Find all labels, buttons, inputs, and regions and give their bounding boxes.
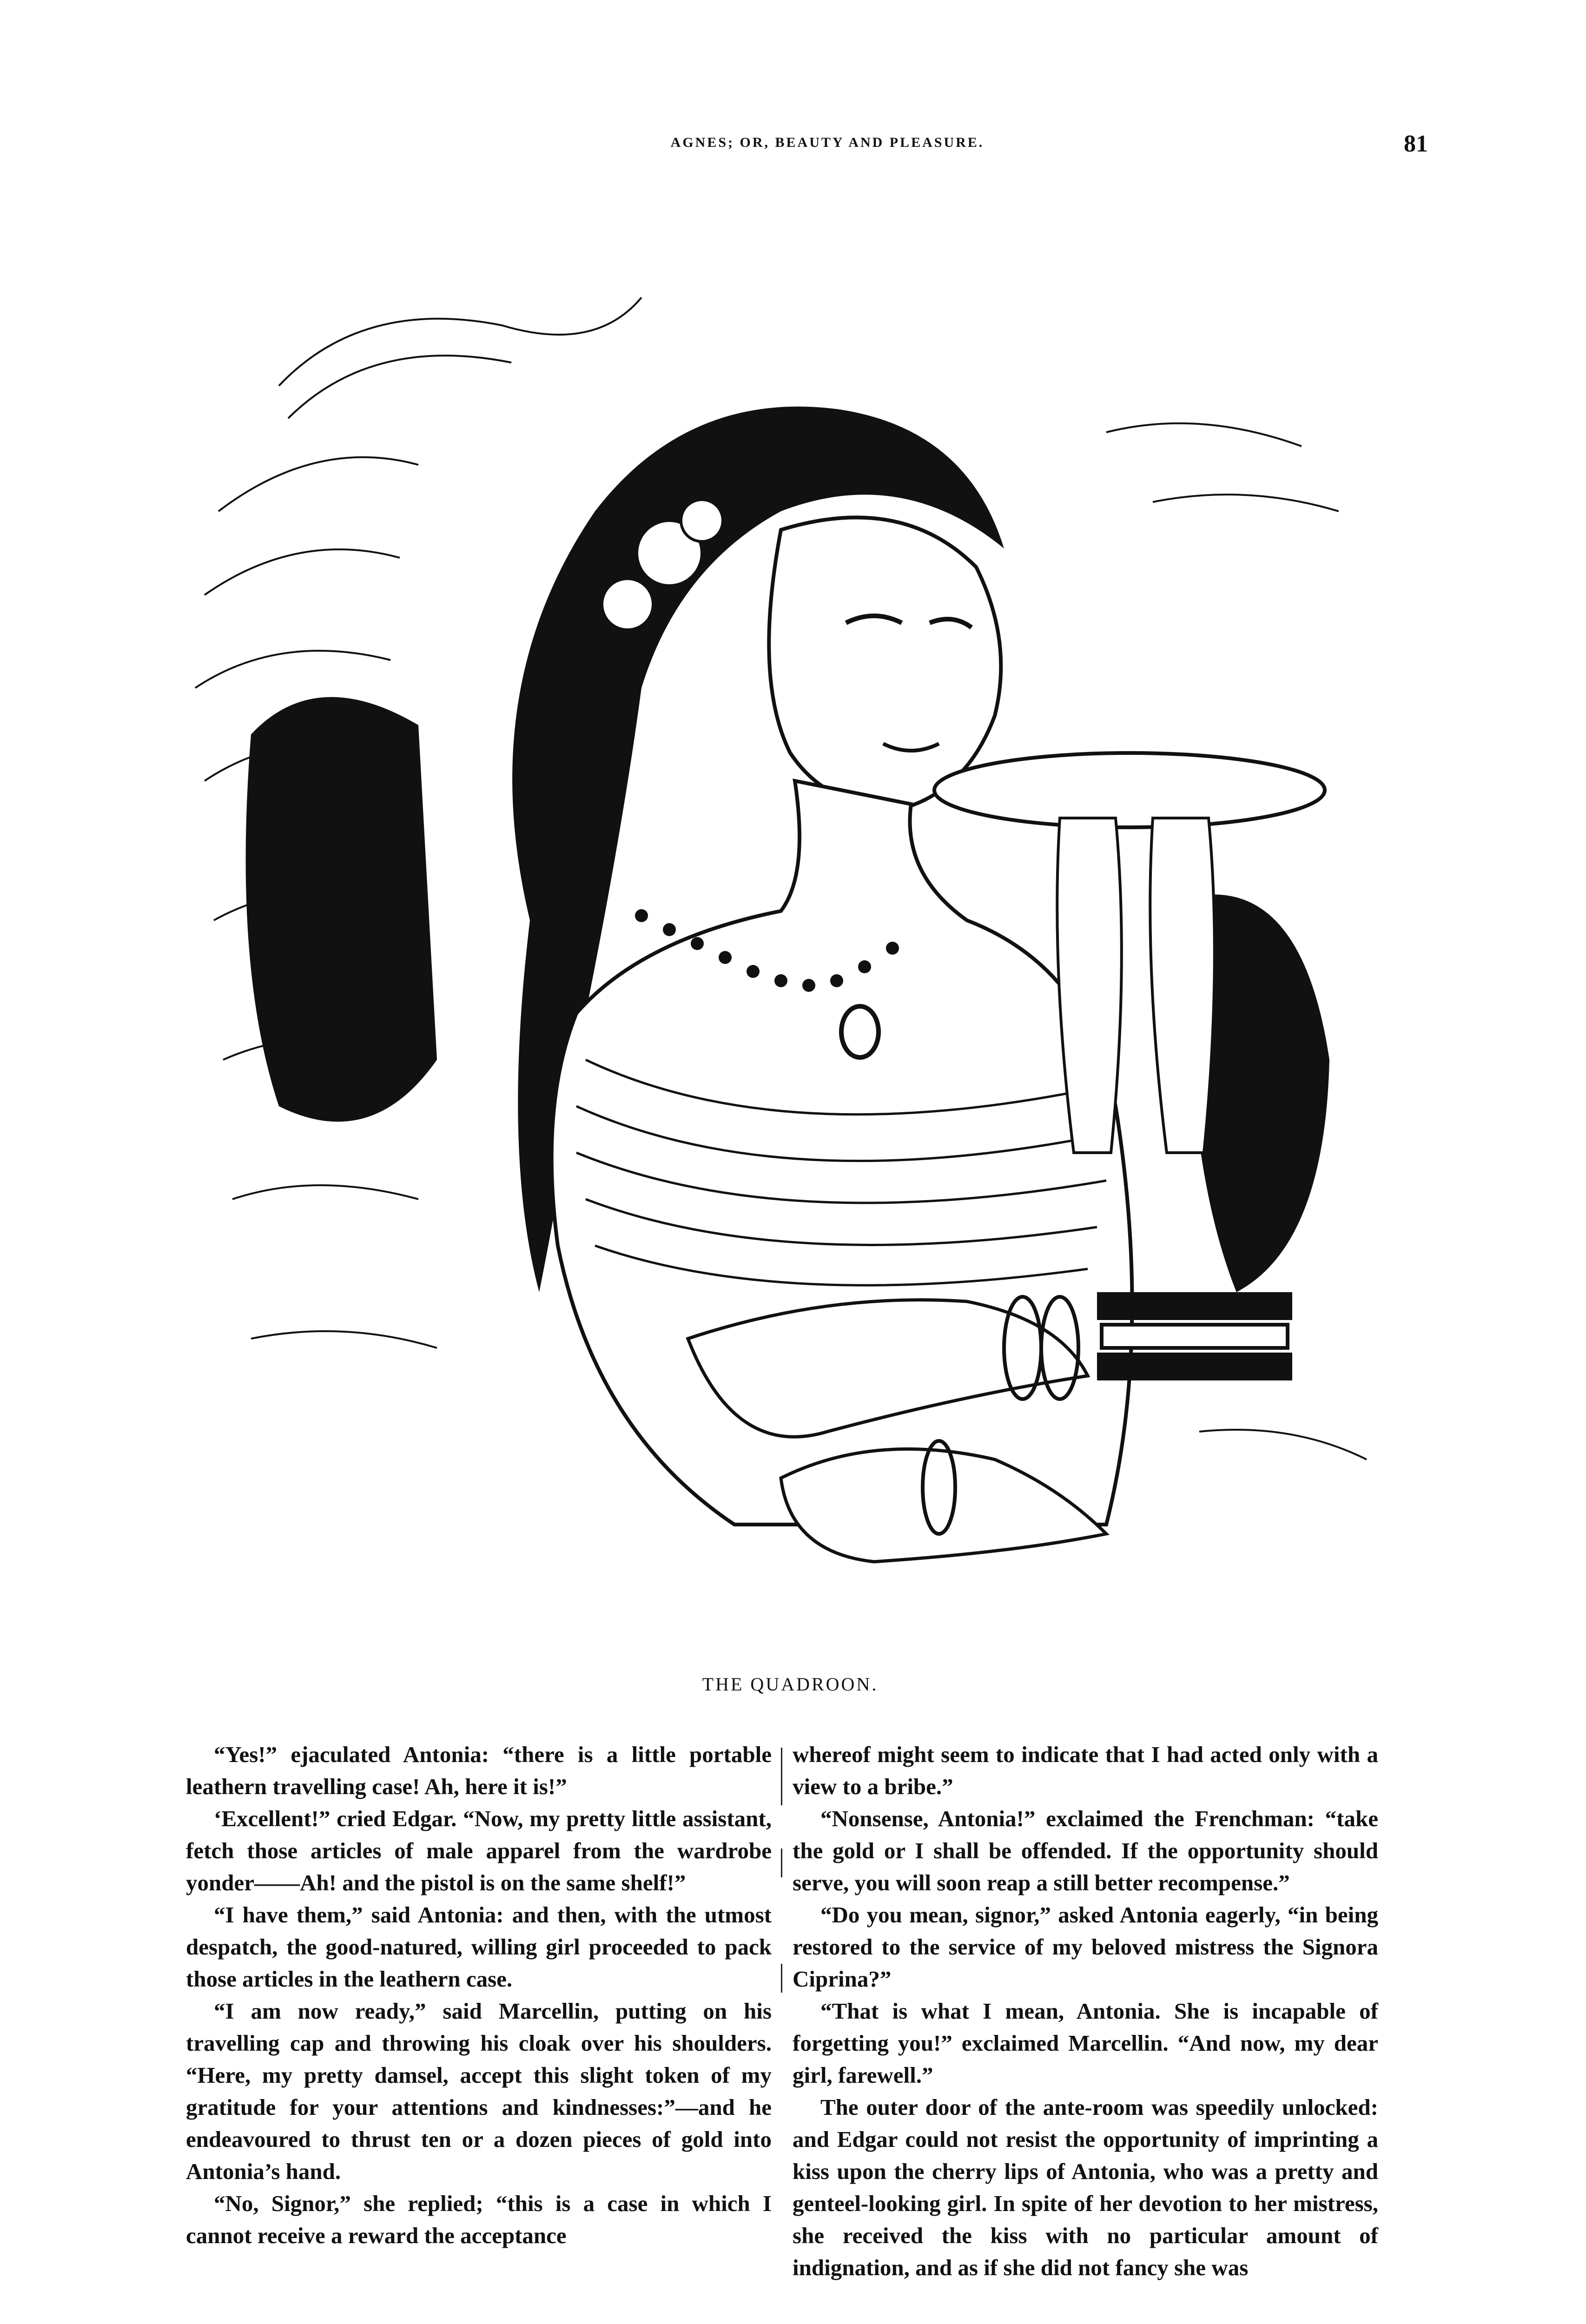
paragraph: “Do you mean, signor,” asked Antonia eagerly, “in being restored to the service of my beloved mistress the Signora Ciprina?” (793, 1902, 1378, 1992)
paragraph: The outer door of the ante-room was speedily unlocked: and Edgar could not resist the opportunity of imprinting a kiss upon the cherry lips of Antonia, who was a pretty and genteel-looking girl. In spite of her devotion to her mistress, she received the kiss with no particular amount of indignation, and as if she did not fancy she was (793, 2094, 1378, 2280)
paragraph: “No, Signor,” she replied; “this is a case in which I cannot receive a reward the acceptance (186, 2191, 772, 2248)
paragraph: whereof might seem to indicate that I had acted only with a view to a bribe.” (793, 1742, 1378, 1799)
paragraph: “Nonsense, Antonia!” exclaimed the Frenchman: “take the gold or I shall be offended. If the opportunity should serve, you will soon reap a still better recompense.” (793, 1806, 1378, 1895)
paragraph: “That is what I mean, Antonia. She is incapable of forgetting you!” exclaimed Marcellin. “And now, my dear girl, farewell.” (793, 1998, 1378, 2088)
illustration-caption: THE QUADROON. (702, 1674, 879, 1695)
paragraph: “I am now ready,” said Marcellin, putting on his travelling cap and throwing his cloak over his shoulders. “Here, my pretty damsel, accept this slight token of my gratitude for your attentions and kindnesses:”—and he endeavoured to thrust ten or a dozen pieces of gold into Antonia’s hand. (186, 1998, 772, 2184)
right-column (793, 1738, 1378, 2284)
paragraph: “Yes!” ejaculated Antonia: “there is a little portable leathern travelling case! Ah, here it is!” (186, 1742, 772, 1799)
running-title: AGNES; OR, BEAUTY AND PLEASURE. (670, 135, 985, 150)
column-divider (781, 1748, 782, 2324)
quadroon-engraving (177, 270, 1385, 1641)
page-number: 81 (1404, 131, 1428, 157)
paragraph: ‘Excellent!” cried Edgar. “Now, my pretty little assistant, fetch those articles of male apparel from the wardrobe yonder——Ah! and the pistol is on the same shelf!” (186, 1806, 772, 1895)
left-column (186, 1738, 772, 2251)
paragraph: “I have them,” said Antonia: and then, with the utmost despatch, the good-natured, willing girl proceeded to pack those articles in the leathern case. (186, 1902, 772, 1992)
